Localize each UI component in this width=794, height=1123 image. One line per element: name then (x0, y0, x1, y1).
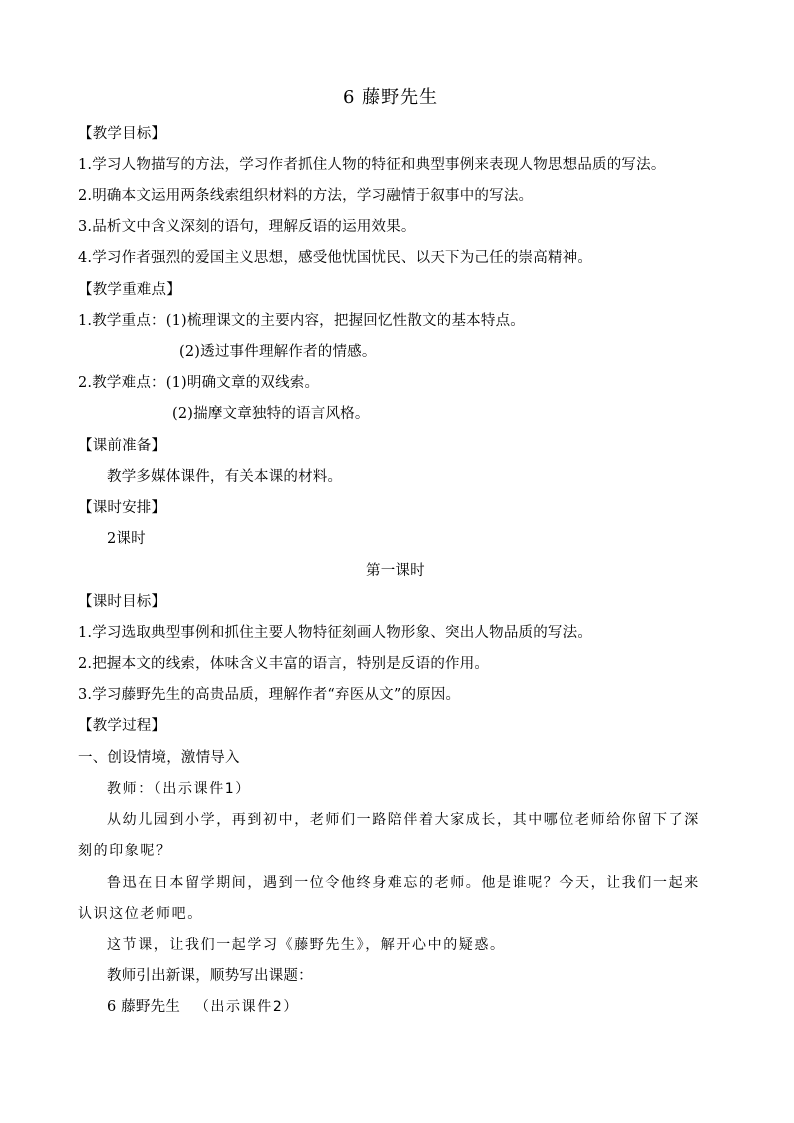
teaching-goal-3: 3.品析文中含义深刻的语句，理解反语的运用效果。 (78, 219, 416, 235)
document-title: 6 藤野先生 (343, 87, 439, 108)
paragraph-2-line-2: 认识这位老师吧。 (78, 906, 203, 922)
teaching-goal-1: 1.学习人物描写的方法，学习作者抓住人物的特征和典型事例来表现人物思想品质的写法。 (78, 157, 666, 173)
teacher-note: 教师：（出示课件1） (107, 781, 251, 797)
key-points-heading: 【教学重难点】 (78, 282, 181, 298)
difficulty-1: 2.教学难点：(1)明确文章的双线索。 (78, 375, 320, 391)
paragraph-5 (107, 997, 299, 1017)
lesson-goals-heading: 【课时目标】 (78, 594, 167, 610)
courseware-note: （出示课件2） (194, 999, 299, 1015)
preparation-text: 教学多媒体课件，有关本课的材料。 (107, 469, 343, 485)
lesson-goal-2: 2.把握本文的线索，体味含义丰富的语言，特别是反语的作用。 (78, 656, 490, 672)
teaching-goal-4: 4.学习作者强烈的爱国主义思想，感受他忧国忧民、以天下为己任的崇高精神。 (78, 250, 593, 266)
process-step-1: 一、创设情境，激情导入 (78, 750, 240, 766)
paragraph-1-line-1: 从幼儿园到小学，再到初中，老师们一路陪伴着大家成长，其中哪位老师给你留下了深 (107, 812, 700, 828)
lesson-title-repeat: 6 藤野先生 (107, 999, 181, 1015)
key-point-1: 1.教学重点：(1)梳理课文的主要内容，把握回忆性散文的基本特点。 (78, 313, 525, 329)
schedule-heading: 【课时安排】 (78, 500, 167, 516)
difficulty-2: (2)揣摩文章独特的语言风格。 (172, 406, 370, 422)
teaching-goals-heading: 【教学目标】 (78, 126, 167, 142)
paragraph-3: 这节课，让我们一起学习《藤野先生》，解开心中的疑惑。 (107, 937, 506, 953)
lesson-goal-1: 1.学习选取典型事例和抓住主要人物特征刻画人物形象、突出人物品质的写法。 (78, 625, 593, 641)
paragraph-1-line-2: 刻的印象呢？ (78, 843, 172, 859)
key-point-2: (2)透过事件理解作者的情感。 (179, 344, 377, 360)
paragraph-4: 教师引出新课，顺势写出课题： (107, 968, 313, 984)
preparation-heading: 【课前准备】 (78, 438, 167, 454)
teaching-goal-2: 2.明确本文运用两条线索组织材料的方法，学习融情于叙事中的写法。 (78, 188, 534, 204)
schedule-text: 2课时 (107, 531, 146, 547)
first-lesson-title: 第一课时 (366, 563, 425, 579)
lesson-goal-3: 3.学习藤野先生的高贵品质，理解作者“弃医从文”的原因。 (78, 687, 461, 703)
process-heading: 【教学过程】 (78, 718, 167, 734)
paragraph-2-line-1: 鲁迅在日本留学期间，遇到一位令他终身难忘的老师。他是谁呢？今天，让我们一起来 (107, 875, 700, 891)
